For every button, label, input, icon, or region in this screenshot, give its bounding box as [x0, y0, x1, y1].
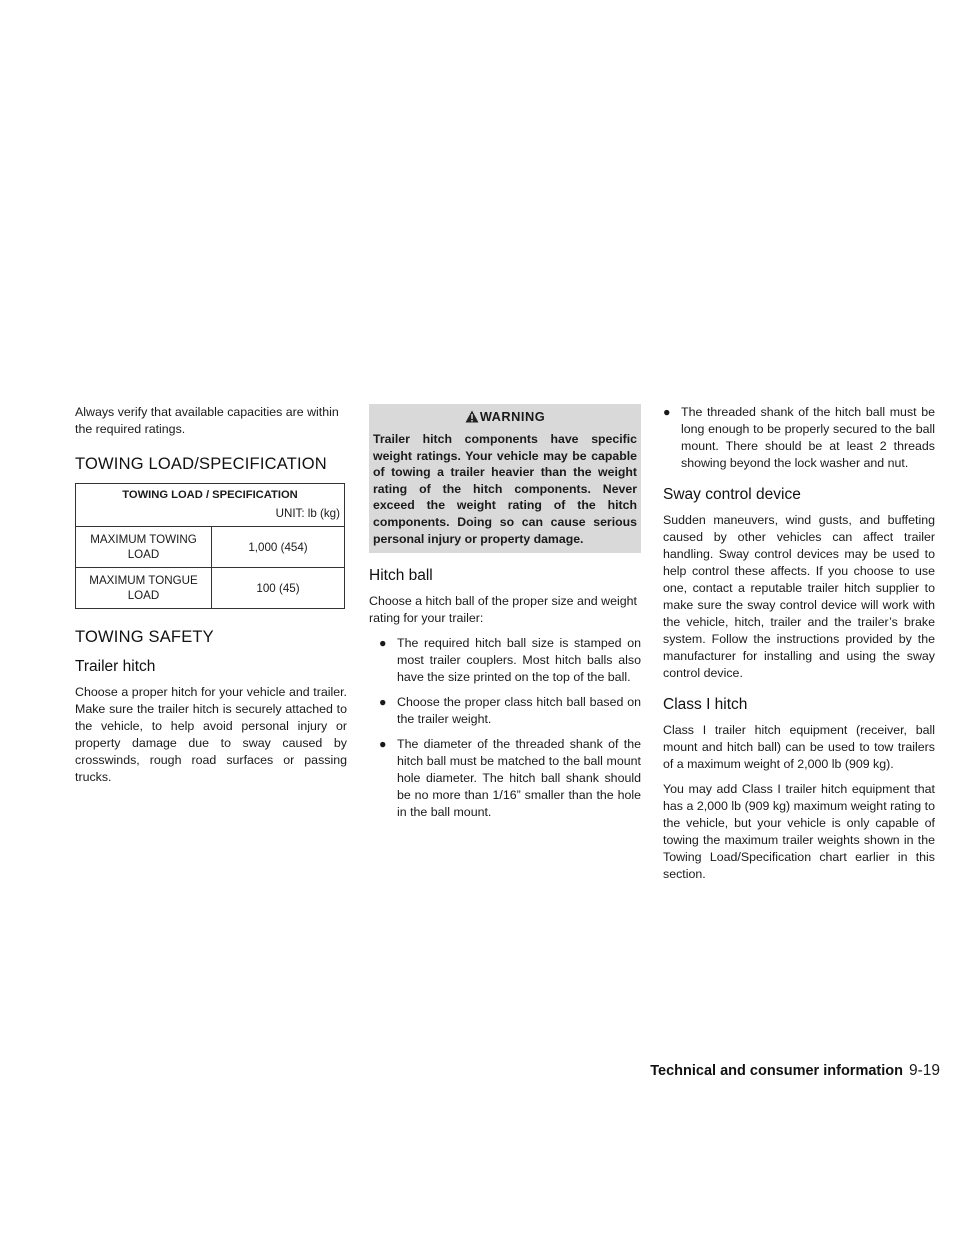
column-right [663, 404, 935, 891]
hitch-ball-intro: Choose a hitch ball of the proper size and weight rating for your trailer: [369, 594, 637, 626]
row-label: MAXIMUM TONGUE LOAD [76, 568, 212, 609]
trailer-hitch-paragraph: Choose a proper hitch for your vehicle and trailer. Make sure the trailer hitch is securely attached to the vehicle, to help avoid personal injury or property damage due to sway caused by crosswinds, rough road surfaces or passing trucks. [75, 685, 347, 784]
bullet-icon: ● [379, 636, 387, 651]
bullet-icon: ● [663, 405, 671, 419]
list-item: ● The required hitch ball size is stamped on most trailer couplers. Most hitch balls also have the size printed on the top of the ball. [379, 636, 641, 685]
shank-list [663, 404, 935, 472]
footer-section-title: Technical and consumer information [650, 1063, 903, 1079]
bullet-icon: ● [379, 695, 387, 710]
table-row [76, 527, 345, 568]
towing-spec-table [75, 483, 345, 609]
warning-header [373, 408, 637, 425]
sway-control-paragraph: Sudden maneuvers, wind gusts, and buffeting caused by other vehicles can affect trailer handling. Sway control devices may be used to help control these affects. If you choose to use one, contact a reputable trailer hitch supplier to make sure the sway control device will work with the vehicle, hitch, trailer and the trailer’s brake system. Follow the instructions provided by the manufacturer for installing and using the sway control device. [663, 513, 935, 680]
class-i-paragraph-1: Class I trailer hitch equipment (receiver, ball mount and hitch ball) can be used to tow trailers of a maximum weight of 2,000 lb (909 kg). [663, 723, 935, 771]
class-i-paragraph-2: You may add Class I trailer hitch equipment that has a 2,000 lb (909 kg) maximum weight rating to the vehicle, but your vehicle is only capable of towing the maximum trailer weights shown in the Towing Load/Specification chart earlier in this section. [663, 782, 935, 881]
heading-hitch-ball: Hitch ball [369, 567, 433, 585]
warning-title: WARNING [479, 409, 546, 424]
heading-class-i-hitch: Class I hitch [663, 696, 748, 713]
table-row [76, 568, 345, 609]
page-footer [650, 1062, 940, 1080]
column-left [75, 404, 347, 794]
row-value: 100 (45) [212, 568, 345, 609]
heading-towing-safety: TOWING SAFETY [75, 628, 214, 646]
heading-sway-control: Sway control device [663, 486, 801, 503]
bullet-icon: ● [379, 737, 387, 752]
list-item: ● The threaded shank of the hitch ball must be long enough to be properly secured to the ball mount. There should be at least 2 threads showing beyond the lock washer and nut. [663, 405, 935, 470]
spec-table-title: TOWING LOAD / SPECIFICATION [76, 484, 345, 504]
column-middle [369, 404, 641, 829]
page-number: 9-19 [908, 1062, 940, 1079]
warning-triangle-icon [465, 410, 479, 423]
hitch-ball-list [369, 635, 641, 821]
list-item: ● The diameter of the threaded shank of the hitch ball must be matched to the ball mount hole diameter. The hitch ball shank should be no more than 1/16” smaller than the hole in the ball mount. [379, 737, 641, 820]
heading-trailer-hitch: Trailer hitch [75, 658, 156, 675]
list-item: ● Choose the proper class hitch ball based on the trailer weight. [379, 695, 641, 727]
warning-box [369, 404, 641, 553]
intro-paragraph: Always verify that available capacities are within the required ratings. [75, 405, 339, 436]
warning-text: Trailer hitch components have specific weight ratings. Your vehicle may be capable of towing a trailer heavier than the weight rating of the hitch components. Never exceed the weight rating of the hitch components. Doing so can cause serious personal injury or property damage. [373, 432, 637, 546]
row-label: MAXIMUM TOWING LOAD [76, 527, 212, 568]
row-value: 1,000 (454) [212, 527, 345, 568]
heading-towing-load: TOWING LOAD/SPECIFICATION [75, 455, 327, 473]
spec-table-unit: UNIT: lb (kg) [76, 503, 345, 527]
